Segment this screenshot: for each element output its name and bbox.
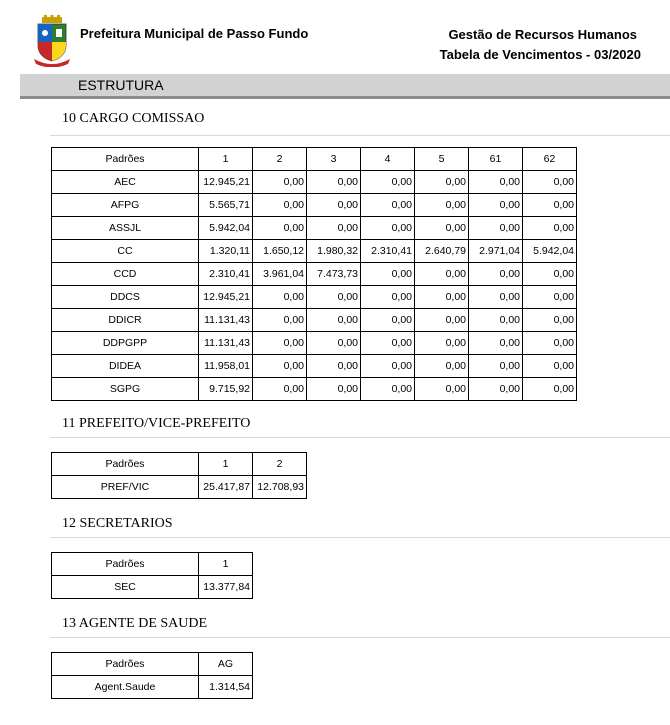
- row-label: SEC: [52, 576, 199, 599]
- table-cell: 0,00: [307, 194, 361, 217]
- table-cell: 0,00: [307, 217, 361, 240]
- table-cell: 0,00: [307, 309, 361, 332]
- table-cell: 0,00: [361, 171, 415, 194]
- table-cell: 0,00: [415, 171, 469, 194]
- table-cell: 0,00: [361, 309, 415, 332]
- table-row: [52, 286, 577, 309]
- row-label: DDPGPP: [52, 332, 199, 355]
- table-cell: 0,00: [307, 171, 361, 194]
- table-row: [52, 194, 577, 217]
- report-title: Tabela de Vencimentos - 03/2020: [439, 47, 641, 62]
- header-cell: Padrões: [52, 553, 199, 576]
- table-cell: 0,00: [307, 378, 361, 401]
- row-label: DDICR: [52, 309, 199, 332]
- table-cell: 12.945,21: [199, 286, 253, 309]
- table-cell: 2.310,41: [361, 240, 415, 263]
- table-cell: 0,00: [361, 332, 415, 355]
- table-cell: 7.473,73: [307, 263, 361, 286]
- table-cell: 0,00: [469, 309, 523, 332]
- section-title: 13 AGENTE DE SAUDE: [62, 616, 208, 631]
- table-cell: 0,00: [253, 217, 307, 240]
- table-cell: 0,00: [523, 355, 577, 378]
- header-cell: Padrões: [52, 453, 199, 476]
- table-cell: 0,00: [361, 355, 415, 378]
- table-cell: 0,00: [361, 286, 415, 309]
- table-cell: 1.980,32: [307, 240, 361, 263]
- header-cell: Padrões: [52, 148, 199, 171]
- header-cell: 2: [253, 453, 307, 476]
- table-cell: 11.131,43: [199, 332, 253, 355]
- section-title: 11 PREFEITO/VICE-PREFEITO: [62, 416, 251, 431]
- table-cell: 0,00: [523, 378, 577, 401]
- table-cell: 0,00: [523, 194, 577, 217]
- table-cell: 5.942,04: [199, 217, 253, 240]
- table-row: [52, 309, 577, 332]
- table-row: [52, 240, 577, 263]
- header-cell: Padrões: [52, 653, 199, 676]
- section-title: 10 CARGO COMISSAO: [62, 111, 205, 126]
- table-cell: 0,00: [469, 286, 523, 309]
- table-cell: 0,00: [307, 332, 361, 355]
- organization-name: Prefeitura Municipal de Passo Fundo: [80, 26, 309, 41]
- band-shadow: [20, 96, 670, 99]
- table-cell: 0,00: [415, 309, 469, 332]
- table-row: [52, 263, 577, 286]
- table-cell: 0,00: [523, 171, 577, 194]
- salary-table-secretarios: [51, 552, 253, 599]
- table-cell: 0,00: [415, 286, 469, 309]
- table-cell: 0,00: [523, 263, 577, 286]
- table-cell: 11.958,01: [199, 355, 253, 378]
- table-row: [52, 476, 307, 499]
- table-row: [52, 217, 577, 240]
- table-header-row: [52, 553, 253, 576]
- table-cell: 0,00: [469, 171, 523, 194]
- table-cell: 11.131,43: [199, 309, 253, 332]
- table-cell: 0,00: [469, 217, 523, 240]
- row-label: AFPG: [52, 194, 199, 217]
- table-cell: 0,00: [361, 263, 415, 286]
- table-header-row: [52, 453, 307, 476]
- table-cell: 0,00: [253, 332, 307, 355]
- header-cell: 1: [199, 148, 253, 171]
- table-row: [52, 171, 577, 194]
- salary-table-cargo-comissao: [51, 147, 577, 401]
- coat-of-arms-logo: [32, 15, 72, 67]
- header-cell: AG: [199, 653, 253, 676]
- table-cell: 0,00: [415, 263, 469, 286]
- row-label: CCD: [52, 263, 199, 286]
- table-cell: 12.708,93: [253, 476, 307, 499]
- table-cell: 0,00: [253, 286, 307, 309]
- table-cell: 0,00: [415, 217, 469, 240]
- header-cell: 5: [415, 148, 469, 171]
- row-label: DIDEA: [52, 355, 199, 378]
- row-label: PREF/VIC: [52, 476, 199, 499]
- table-cell: 9.715,92: [199, 378, 253, 401]
- table-cell: 1.650,12: [253, 240, 307, 263]
- table-cell: 0,00: [469, 263, 523, 286]
- table-cell: 0,00: [523, 309, 577, 332]
- table-cell: 0,00: [307, 355, 361, 378]
- table-row: [52, 332, 577, 355]
- table-cell: 0,00: [415, 332, 469, 355]
- table-cell: 0,00: [307, 286, 361, 309]
- table-header-row: [52, 148, 577, 171]
- table-cell: 25.417,87: [199, 476, 253, 499]
- table-cell: 2.310,41: [199, 263, 253, 286]
- table-cell: 0,00: [523, 286, 577, 309]
- band-title: ESTRUTURA: [78, 77, 164, 93]
- table-cell: 0,00: [253, 171, 307, 194]
- table-cell: 0,00: [361, 217, 415, 240]
- table-row: [52, 576, 253, 599]
- header-cell: 1: [199, 453, 253, 476]
- table-cell: 0,00: [469, 194, 523, 217]
- row-label: AEC: [52, 171, 199, 194]
- salary-table-prefeito: [51, 452, 307, 499]
- table-cell: 5.942,04: [523, 240, 577, 263]
- header-cell: 61: [469, 148, 523, 171]
- row-label: ASSJL: [52, 217, 199, 240]
- table-cell: 0,00: [253, 378, 307, 401]
- table-cell: 0,00: [469, 355, 523, 378]
- table-cell: 2.971,04: [469, 240, 523, 263]
- header-cell: 1: [199, 553, 253, 576]
- table-cell: 0,00: [469, 332, 523, 355]
- table-row: [52, 355, 577, 378]
- row-label: CC: [52, 240, 199, 263]
- salary-table-agente-saude: [51, 652, 253, 699]
- table-row: [52, 378, 577, 401]
- header-cell: 62: [523, 148, 577, 171]
- table-cell: 0,00: [253, 194, 307, 217]
- table-cell: 0,00: [523, 332, 577, 355]
- row-label: DDCS: [52, 286, 199, 309]
- table-header-row: [52, 653, 253, 676]
- table-cell: 0,00: [523, 217, 577, 240]
- section-divider: [50, 437, 670, 438]
- table-cell: 0,00: [253, 355, 307, 378]
- table-cell: 0,00: [469, 378, 523, 401]
- header-cell: 3: [307, 148, 361, 171]
- section-band: [20, 74, 670, 96]
- table-cell: 0,00: [361, 194, 415, 217]
- table-cell: 12.945,21: [199, 171, 253, 194]
- table-cell: 1.314,54: [199, 676, 253, 699]
- table-cell: 3.961,04: [253, 263, 307, 286]
- table-cell: 1.320,11: [199, 240, 253, 263]
- system-name: Gestão de Recursos Humanos: [448, 27, 637, 42]
- table-cell: 5.565,71: [199, 194, 253, 217]
- table-cell: 0,00: [253, 309, 307, 332]
- row-label: Agent.Saude: [52, 676, 199, 699]
- table-cell: 2.640,79: [415, 240, 469, 263]
- table-cell: 0,00: [415, 355, 469, 378]
- header-cell: 4: [361, 148, 415, 171]
- table-cell: 0,00: [361, 378, 415, 401]
- table-cell: 13.377,84: [199, 576, 253, 599]
- section-divider: [50, 537, 670, 538]
- table-cell: 0,00: [415, 378, 469, 401]
- table-cell: 0,00: [415, 194, 469, 217]
- section-divider: [50, 637, 670, 638]
- row-label: SGPG: [52, 378, 199, 401]
- section-divider: [50, 135, 670, 136]
- header-cell: 2: [253, 148, 307, 171]
- section-title: 12 SECRETARIOS: [62, 516, 173, 531]
- table-row: [52, 676, 253, 699]
